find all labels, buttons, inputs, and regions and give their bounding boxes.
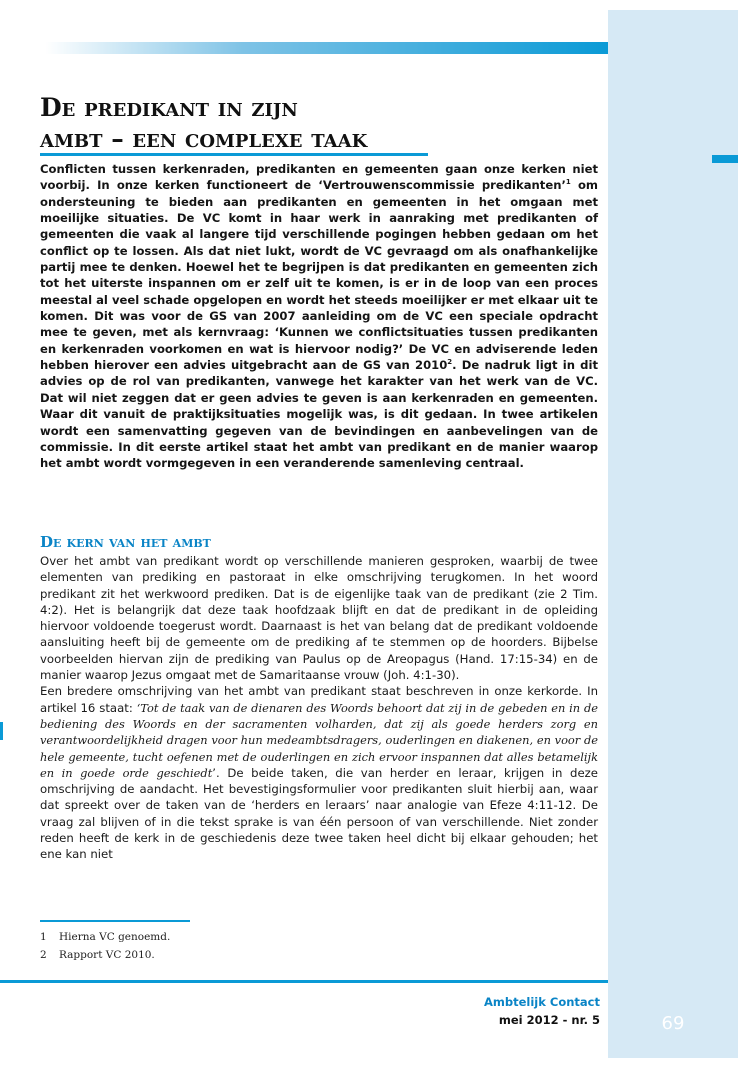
sidebar-marker <box>712 155 738 163</box>
footnote-1 <box>40 929 440 947</box>
journal-issue: mei 2012 - nr. 5 <box>498 1013 600 1027</box>
page-title <box>40 92 367 154</box>
page-sidebar <box>608 10 738 1058</box>
intro-text-3: . De nadruk ligt in dit advies op de rol van predikanten, vanwege het karakter van het werk van de VC. Dat wil niet zeggen dat er geen advies te geven is aan kerkenraden en gemeenten. Waar dit vanuit de praktijksituaties mogelijk was, is dit gedaan. In twee artikelen wordt een samenvatting gegeven van de bevindingen en aanbevelingen van de commissie. In dit eerste artikel staat het ambt van predikant en de manier waarop het ambt wordt vormgegeven in een veranderende samenleving centraal. <box>40 358 598 471</box>
footnote-2 <box>40 947 440 965</box>
title-line-2: ambt – een complexe taak <box>40 124 368 153</box>
body-paragraph-1: Over het ambt van predikant wordt op verschillende manieren gesproken, waarbij de twee elementen van prediking en pastoraat in elke omschrijving terugkomen. In het woord predikant zit het werkwoord prediken. Dat is de eigenlijke taak van de predikant (zie 2 Tim. 4:2). Het is belangrijk dat deze taak hoofdzaak blijft en dat de predikant in de opleiding hiervoor voldoende toegerust wordt. Daarnaast is het van belang dat de predikant voldoende aansluiting heeft bij de gemeente om de prediking af te stemmen op de hoorders. Bijbelse voorbeelden hiervan zijn de prediking van Paulus op de Areopagus (Hand. 17:15-34) en de manier waarop Jezus omgaat met de Samaritaanse vrouw (Joh. 4:1-30). <box>40 554 598 683</box>
footnotes <box>40 929 440 964</box>
intro-text-1: Conflicten tussen kerkenraden, predikanten en gemeenten gaan onze kerken niet voorbij. In onze kerken functioneert de ‘Vertrouwenscommissie predikanten’ <box>40 162 598 193</box>
church-order-quote: ‘Tot de taak van de dienaren des Woords behoort dat zij in de gebeden en in de bediening des Woords en der sacramenten volharden, dat zij als goede herders zorg en verantwoordelijkheid dragen voor hun medeambtsdragers, ouderlingen en diakenen, en voor de hele gemeente, tucht oefenen met de ouderlingen en zich ervoor inspannen dat alles betamelijk en in goede orde geschiedt <box>40 700 598 780</box>
footnote-text: Rapport VC 2010. <box>59 948 155 961</box>
article-body <box>40 553 598 863</box>
footnote-ref-2: 2 <box>447 358 453 367</box>
footnote-text: Hierna VC genoemd. <box>59 931 171 943</box>
title-underline <box>40 153 428 156</box>
intro-paragraph <box>40 161 598 472</box>
journal-name: Ambtelijk Contact <box>484 995 600 1009</box>
title-line-1: De predikant in zijn <box>40 93 298 122</box>
footnote-number: 2 <box>40 948 47 961</box>
footnote-number: 1 <box>40 931 47 943</box>
section-title: De kern van het ambt <box>40 533 211 551</box>
body-p2-end: ’. De beide taken, die van herder en leraar, krijgen in deze omschrijving de aandacht. Het bevestigingsformulier voor predikanten sluit hierbij aan, waar dat spreekt over de taken van de ‘herders en leraars’ naar analogie van Efeze 4:11-12. De vraag zal blijven of in die tekst sprake is van één persoon of van verschillende. Niet zonder reden heeft de kerk in de geschiedenis deze twee taken heel dicht bij elkaar gehouden; het ene kan niet <box>40 765 598 862</box>
body-paragraph-2 <box>40 683 598 862</box>
journal-info <box>484 993 600 1029</box>
page-number: 69 <box>661 1013 685 1034</box>
footnote-divider <box>40 920 190 922</box>
footnote-ref-1: 1 <box>565 178 571 187</box>
body-p2-start: Een bredere omschrijving van het ambt van predikant staat beschreven in onze kerkorde. In artikel 16 staat: <box>40 684 598 715</box>
margin-marker <box>0 722 3 740</box>
footer-rule <box>0 980 608 983</box>
header-gradient-bar <box>45 42 608 54</box>
intro-text-2: om ondersteuning te bieden aan predikanten en gemeenten in het omgaan met moeilijke situaties. De VC komt in haar werk in aanraking met predikanten of gemeenten die vaak al langere tijd verschillende pogingen hebben gedaan om het conflict op te lossen. Als dat niet lukt, wordt de VC gevraagd om als onafhankelijke partij mee te denken. Hoewel het te begrijpen is dat predikanten en gemeenten zich tot het uiterste inspannen om er zelf uit te komen, is er in de loop van een proces meestal al veel schade opgelopen en wordt het steeds moeilijker er met elkaar uit te komen. Dit was voor de GS van 2007 aanleiding om de VC een speciale opdracht mee te geven, met als kernvraag: ‘Kunnen we conflictsituaties tussen predikanten en kerkenraden voorkomen en wat is hiervoor nodig?’ De VC en adviserende leden hebben hierover een advies uitgebracht aan de GS van 2010 <box>40 178 599 373</box>
